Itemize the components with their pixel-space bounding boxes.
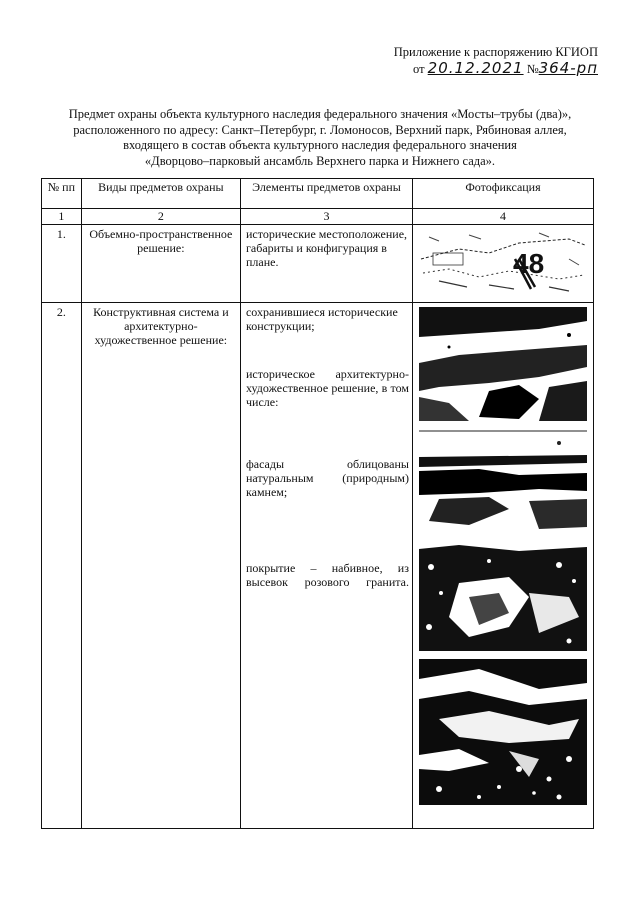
photo-cell xyxy=(412,303,593,829)
title-line-1: Предмет охраны объекта культурного наследия федерального значения «Мосты–трубы (два)», xyxy=(68,107,572,121)
title-line-4: «Дворцово–парковый ансамбль Верхнего парка и Нижнего сада». xyxy=(144,153,496,168)
protection-kind: Конструктивная система и архитектурно-художественное решение: xyxy=(81,303,240,829)
row-number: 1. xyxy=(42,225,82,303)
col-num-3: 3 xyxy=(240,209,412,225)
protection-elements-list xyxy=(240,303,412,829)
photo-stone-facade xyxy=(419,537,587,651)
photo-map-48 xyxy=(419,229,587,295)
row-number: 2. xyxy=(42,303,82,829)
number-sign: № xyxy=(526,62,539,76)
appendix-block xyxy=(394,44,598,77)
table-row xyxy=(42,303,594,829)
col-num-2: 2 xyxy=(81,209,240,225)
photo-cell xyxy=(412,225,593,303)
protection-kind: Объемно-пространственное решение: xyxy=(81,225,240,303)
col-num-4: 4 xyxy=(412,209,593,225)
table-header-row xyxy=(42,179,594,209)
title-line-2: расположенного по адресу: Санкт–Петербург, г. Ломоносов, Верхний парк, Рябиновая аллея, xyxy=(73,122,567,137)
protection-element: исторические местоположение, габариты и конфигурация в плане. xyxy=(240,225,412,303)
from-label: от xyxy=(412,62,425,76)
element-surface: покрытие – набивное, из высевок розового гранита. xyxy=(245,561,409,589)
document-title xyxy=(40,107,600,169)
header-number: № пп xyxy=(42,179,82,209)
title-line-3: входящего в состав объекта культурного наследия федерального значения xyxy=(123,138,517,152)
element-constructions: сохранившиеся исторические конструкции; xyxy=(245,305,398,333)
handwritten-date: 20.12.2021 xyxy=(427,59,524,77)
element-facades: фасады облицованы натуральным (природным) камнем; xyxy=(245,457,409,499)
col-num-1: 1 xyxy=(42,209,82,225)
protection-table xyxy=(41,178,594,829)
photo-bridge-1 xyxy=(419,307,587,421)
photo-bridge-2 xyxy=(419,429,587,529)
header-elements: Элементы предметов охраны xyxy=(240,179,412,209)
table-row xyxy=(42,225,594,303)
photo-granite-surface xyxy=(419,659,587,805)
appendix-line: Приложение к распоряжению КГИОП xyxy=(393,45,598,59)
element-architecture: историческое архитектурно-художественное решение, в том числе: xyxy=(245,367,409,409)
header-photo: Фотофиксация xyxy=(412,179,593,209)
header-kinds: Виды предметов охраны xyxy=(81,179,240,209)
column-number-row xyxy=(42,209,594,225)
map-label-48: 48 xyxy=(512,248,545,279)
handwritten-number: 364-рп xyxy=(538,59,598,77)
appendix-date-line xyxy=(394,60,598,77)
